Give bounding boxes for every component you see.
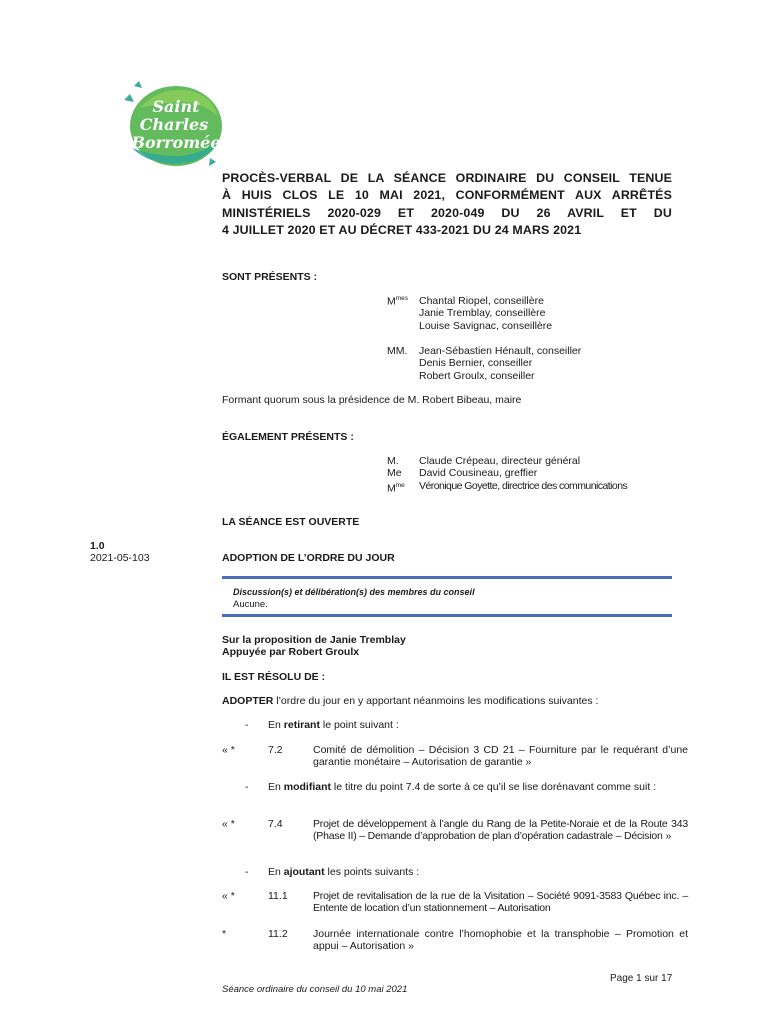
retirant-text: En retirant le point suivant : — [268, 719, 399, 731]
title-line-3: MINISTÉRIELS 2020-029 ET 2020-049 DU 26 AVRIL ET DU — [222, 205, 672, 220]
ajoutant-text: En ajoutant les points suivants : — [268, 866, 420, 878]
item-text: Comité de démolition – Décision 3 CD 21 – Fourniture par le requérant d’une garantie monétaire – Autorisation de garantie » — [313, 744, 688, 769]
mm-prefix: MM. — [387, 345, 408, 357]
staff-name: Véronique Goyette, directrice des communications — [419, 479, 628, 492]
item-number: 11.2 — [268, 928, 288, 940]
item-text: Journée internationale contre l’homophobie et la transphobie – Promotion et appui – Autorisation » — [313, 928, 688, 953]
member-name: Robert Groulx, conseiller — [419, 369, 535, 382]
footer-seance: Séance ordinaire du conseil du 10 mai 2021 — [222, 984, 408, 995]
mmes-list — [419, 295, 552, 332]
logo-saint: Saint — [152, 97, 200, 116]
quorum-text: Formant quorum sous la présidence de M. Robert Bibeau, maire — [222, 394, 522, 406]
title-line-2: À HUIS CLOS LE 10 MAI 2021, CONFORMÉMENT AUX ARRÊTÉS — [222, 188, 672, 203]
prefix-mme: $M^{me}$ — [387, 481, 405, 495]
item-text: Projet de développement à l’angle du Rang de la Petite-Noraie et de la Route 343 (Phase II) – Demande d’approbation de plan d’opération cadastrale – Décision » — [313, 818, 688, 843]
discussion-text: Aucune. — [233, 599, 268, 610]
adopter-text: ADOPTER l’ordre du jour en y apportant néanmoins les modifications suivantes : — [222, 695, 599, 707]
member-name: Louise Savignac, conseillère — [419, 319, 553, 332]
member-name: Denis Bernier, conseiller — [419, 357, 533, 370]
title-line-4: 4 JUILLET 2020 ET AU DÉCRET 433-2021 DU 24 MARS 2021 — [222, 222, 582, 237]
member-name: Jean-Sébastien Hénault, conseiller — [419, 345, 582, 357]
logo-borromee: Borromée — [131, 133, 221, 152]
egalement-list — [419, 455, 627, 492]
proposition — [222, 634, 406, 659]
item-mark: « * — [222, 890, 235, 902]
staff-name: David Cousineau, greffier — [419, 467, 538, 480]
dash-bullet: - — [245, 866, 249, 878]
dash-bullet: - — [245, 781, 249, 793]
seance-ouverte: LA SÉANCE EST OUVERTE — [222, 516, 360, 528]
item-number: 7.2 — [268, 744, 283, 756]
item-mark: * — [222, 928, 227, 940]
item-number: 11.1 — [268, 890, 288, 902]
mmes-prefix: $M^{mes}$ — [387, 295, 409, 308]
modifiant-text: En modifiant le titre du point 7.4 de sorte à ce qu’il se lise dorénavant comme suit : — [268, 781, 657, 793]
egalement-prefixes — [387, 455, 405, 495]
item-number: 7.4 — [268, 818, 283, 830]
staff-name: Claude Crépeau, directeur général — [419, 455, 581, 467]
egalement-heading: ÉGALEMENT PRÉSENTS : — [222, 431, 354, 443]
page-number: Page 1 sur 17 — [610, 973, 673, 984]
dash-bullet: - — [245, 719, 249, 731]
resolution-number: 2021-05-103 — [90, 552, 150, 564]
prefix-m: M. — [387, 455, 399, 467]
municipality-logo — [118, 78, 230, 170]
point-number: 1.0 — [90, 540, 105, 552]
item-mark: « * — [222, 818, 235, 830]
proposition-line: Sur la proposition de Janie Tremblay — [222, 634, 406, 646]
member-name: Chantal Riopel, conseillère — [419, 295, 544, 307]
mm-list — [419, 345, 581, 382]
point-title: ADOPTION DE L’ORDRE DU JOUR — [222, 552, 395, 564]
discussion-heading: Discussion(s) et délibération(s) des membres du conseil — [233, 587, 475, 597]
prefix-me: Me — [387, 467, 402, 480]
logo-charles: Charles — [139, 115, 209, 134]
document-title — [222, 170, 672, 239]
member-name: Janie Tremblay, conseillère — [419, 307, 546, 320]
appuyee-line: Appuyée par Robert Groulx — [222, 646, 360, 659]
item-mark: « * — [222, 744, 235, 756]
resolu-heading: IL EST RÉSOLU DE : — [222, 671, 326, 683]
title-line-1: PROCÈS-VERBAL DE LA SÉANCE ORDINAIRE DU CONSEIL TENUE — [222, 171, 672, 185]
item-text: Projet de revitalisation de la rue de la Visitation – Société 9091-3583 Québec inc. – Entente de location d’un stationnement – Autorisation — [313, 890, 688, 915]
presents-heading: SONT PRÉSENTS : — [222, 271, 318, 283]
